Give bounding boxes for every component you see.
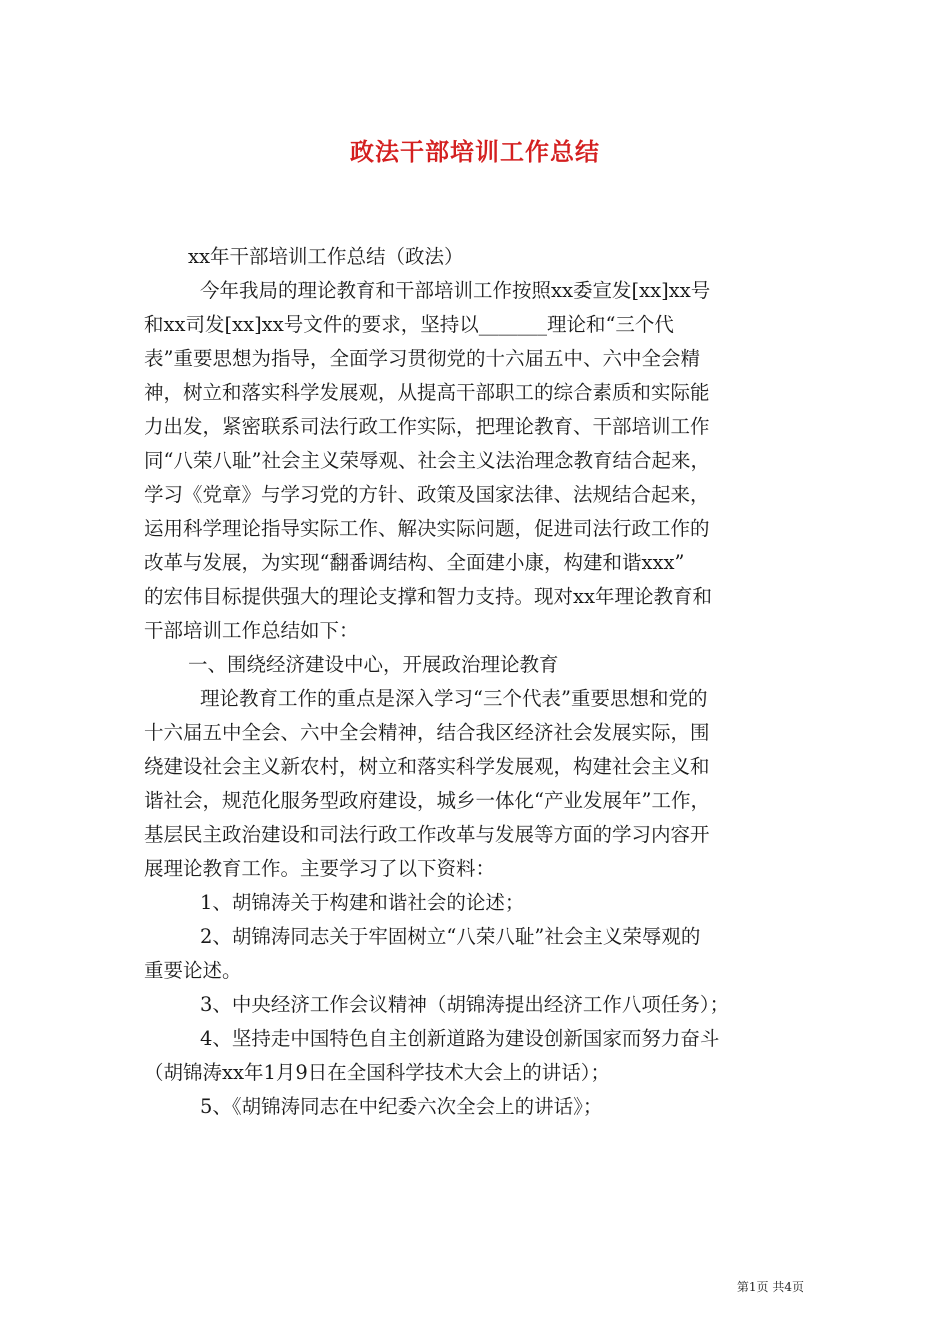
- paragraph-line: 十六届五中全会、六中全会精神，结合我区经济社会发展实际，围: [144, 721, 710, 744]
- list-item: 1、胡锦涛关于构建和谐社会的论述；: [200, 891, 525, 914]
- list-item-continuation: 重要论述。: [144, 959, 242, 982]
- paragraph-line: 改革与发展，为实现“翻番调结构、全面建小康，构建和谐xxx”: [144, 551, 685, 574]
- document-body: [144, 240, 804, 1124]
- paragraph-line: 和xx司发[xx]xx号文件的要求，坚持以_______理论和“三个代: [144, 313, 674, 336]
- subtitle-line: xx年干部培训工作总结（政法）: [188, 245, 464, 268]
- section-heading: 一、围绕经济建设中心，开展政治理论教育: [188, 653, 559, 676]
- paragraph-line: 今年我局的理论教育和干部培训工作按照xx委宣发[xx]xx号: [200, 279, 711, 302]
- paragraph-line: 力出发，紧密联系司法行政工作实际，把理论教育、干部培训工作: [144, 415, 710, 438]
- paragraph-line: 谐社会，规范化服务型政府建设，城乡一体化“产业发展年”工作，: [144, 789, 710, 812]
- page-number: 第1页 共4页: [736, 1280, 804, 1294]
- paragraph-line: 展理论教育工作。主要学习了以下资料：: [144, 857, 496, 880]
- paragraph-line: 神，树立和落实科学发展观，从提高干部职工的综合素质和实际能: [144, 381, 710, 404]
- paragraph-line: 基层民主政治建设和司法行政工作改革与发展等方面的学习内容开: [144, 823, 710, 846]
- paragraph-line: 表”重要思想为指导，全面学习贯彻党的十六届五中、六中全会精: [144, 347, 700, 370]
- paragraph-line: 运用科学理论指导实际工作、解决实际问题，促进司法行政工作的: [144, 517, 710, 540]
- paragraph-line: 理论教育工作的重点是深入学习“三个代表”重要思想和党的: [200, 687, 708, 710]
- list-item: 5、《胡锦涛同志在中纪委六次全会上的讲话》；: [200, 1095, 603, 1118]
- paragraph-line: 的宏伟目标提供强大的理论支撑和智力支持。现对xx年理论教育和: [144, 585, 712, 608]
- list-item-continuation: （胡锦涛xx年1月9日在全国科学技术大会上的讲话）；: [144, 1061, 611, 1084]
- document-title: 政法干部培训工作总结: [350, 138, 600, 166]
- paragraph-line: 绕建设社会主义新农村，树立和落实科学发展观，构建社会主义和: [144, 755, 710, 778]
- list-item: 4、坚持走中国特色自主创新道路为建设创新国家而努力奋斗: [200, 1027, 720, 1050]
- list-item: 2、胡锦涛同志关于牢固树立“八荣八耻”社会主义荣辱观的: [200, 925, 701, 948]
- paragraph-line: 同“八荣八耻”社会主义荣辱观、社会主义法治理念教育结合起来，: [144, 449, 710, 472]
- paragraph-line: 干部培训工作总结如下：: [144, 619, 359, 642]
- list-item: 3、中央经济工作会议精神（胡锦涛提出经济工作八项任务）；: [200, 993, 730, 1016]
- paragraph-line: 学习《党章》与学习党的方针、政策及国家法律、法规结合起来，: [144, 483, 710, 506]
